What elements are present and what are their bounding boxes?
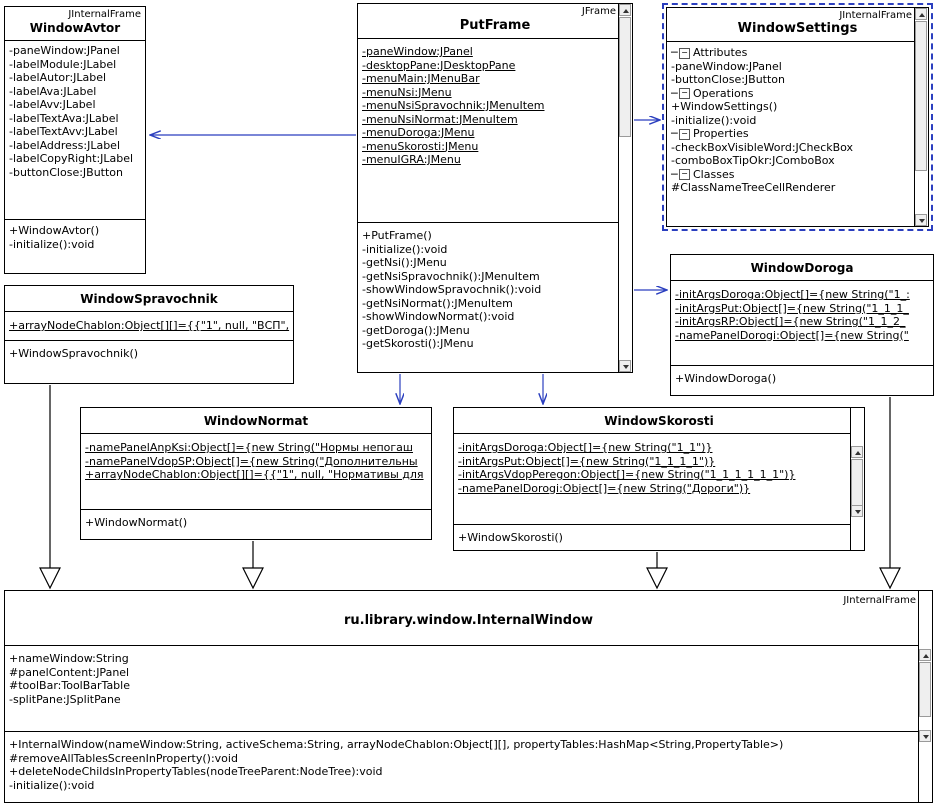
operation-item: #removeAllTablesScreenInProperty():void [9,751,238,765]
attribute-item: -desktopPane:JDesktopPane [362,58,516,72]
operations-compartment [81,513,431,534]
operation-item: -showWindowNormat():void [362,310,515,323]
attributes-compartment [671,281,933,346]
attribute-item: -initArgsRP:Object[]={new String("1_1_2_ [675,315,906,328]
attribute-item: -initArgsPut:Object[]={new String("1_1_1_1")} [458,454,716,468]
class-name: ru.library.window.InternalWindow [343,613,594,628]
divider [81,509,431,510]
attribute-item: -menuIGRA:JMenu [362,153,461,166]
operation-item: +WindowAvtor() [9,224,100,237]
operation-item: +WindowSettings() [671,100,778,113]
class-stereotype: JInternalFrame [68,9,141,20]
operation-item: -initialize():void [362,242,448,256]
group-label: Operations [693,86,754,100]
class-name: PutFrame [459,18,531,33]
vertical-scrollbar[interactable] [914,8,928,226]
class-name: WindowAvtor [29,21,121,35]
divider [454,524,864,525]
operation-item: +deleteNodeChildsInPropertyTables(nodeTreeParent:NodeTree):void [9,765,383,778]
attribute-item: -menuNsiNormat:JMenuItem [362,112,518,126]
class-stereotype: JInternalFrame [843,595,916,606]
class-window-spravochnik[interactable] [4,285,294,384]
attribute-item: +arrayNodeChablon:Object[][]={{"1", null, "Нормативы для [85,468,424,481]
attribute-item: -menuSkorosti:JMenu [362,139,479,153]
operation-item: -initialize():void [671,113,757,127]
class-name: WindowDoroga [750,261,854,275]
operation-item: -getDoroga():JMenu [362,323,470,337]
operation-item: -showWindowSpravochnik():void [362,283,542,296]
attribute-item: -labelAvv:JLabel [9,98,96,111]
group-header[interactable]: ─ − Properties [671,127,749,140]
collapse-icon[interactable]: − [679,48,690,59]
collapse-icon[interactable]: − [679,129,690,140]
attribute-item: -labelAva:JLabel [9,84,97,98]
scroll-down-icon[interactable] [851,505,863,517]
attributes-compartment [358,39,632,171]
operation-item: +WindowSkorosti() [458,531,563,544]
divider [358,222,632,223]
divider [671,365,933,366]
class-stereotype: JInternalFrame [839,10,912,21]
divider [5,219,145,220]
scroll-down-icon[interactable] [619,360,631,372]
operation-item: +PutFrame() [362,229,432,242]
group-header[interactable]: ─ − Operations [671,86,754,100]
attribute-item: -initArgsPut:Object[]={new String("1_1_1_ [675,301,909,315]
divider [5,340,293,341]
attribute-item: -initArgsDoroga:Object[]={new String("1_: [675,288,910,301]
class-window-normat[interactable] [80,407,432,540]
attribute-item: -splitPane:JSplitPane [9,692,121,706]
class-name: WindowSkorosti [604,414,714,428]
group-label: Properties [693,127,749,140]
attribute-item: -initArgsVdopPeregon:Object[]={new String("1_1_1_1_1_1")} [458,468,796,481]
scroll-up-icon[interactable] [851,446,863,458]
property-item: -checkBoxVisibleWord:JCheckBox [671,140,854,154]
class-stereotype: JFrame [581,6,616,17]
attributes-compartment [5,312,293,337]
operation-item: -initialize():void [9,237,95,251]
attribute-item: -labelAutor:JLabel [9,71,107,84]
scroll-down-icon[interactable] [919,730,931,742]
scroll-up-icon[interactable] [619,4,631,16]
attributes-compartment [81,434,431,486]
class-name: WindowNormat [203,414,309,428]
operations-compartment [358,226,632,355]
operations-compartment [5,344,293,365]
attribute-item: -namePanelDorogi:Object[]={new String("Дороги")} [458,481,751,495]
attribute-item: -labelModule:JLabel [9,57,117,71]
operation-item: +WindowNormat() [85,516,188,529]
attribute-item: -labelTextAvv:JLabel [9,125,118,138]
operation-item: -getNsi():JMenu [362,256,447,269]
operations-compartment [454,528,864,549]
class-window-skorosti[interactable] [453,407,865,551]
attribute-item: -labelCopyRight:JLabel [9,152,134,165]
collapse-icon[interactable]: − [679,169,690,180]
scrollbar-thumb[interactable] [915,21,927,171]
operations-compartment [671,369,933,390]
attribute-item: -paneWindow:JPanel [671,59,782,73]
scrollbar-thumb[interactable] [919,662,931,717]
group-header[interactable]: ─ − Classes [671,167,735,181]
class-name: WindowSpravochnik [80,292,218,306]
scroll-up-icon[interactable] [919,649,931,661]
scroll-up-icon[interactable] [915,8,927,20]
class-window-settings[interactable] [662,3,933,231]
attribute-item: -menuMain:JMenuBar [362,72,480,85]
class-name: WindowSettings [737,21,858,36]
class-window-settings-body [666,7,929,227]
group-label: Attributes [693,46,748,59]
operation-item: -getNsiNormat():JMenuItem [362,296,513,310]
operation-item: +WindowSpravochnik() [9,347,139,360]
operations-compartment [5,221,145,255]
scroll-down-icon[interactable] [915,214,927,226]
operation-item: +WindowDoroga() [675,372,777,385]
vertical-scrollbar[interactable] [918,591,932,802]
group-label: Classes [693,167,735,181]
property-item: -comboBoxTipOkr:JComboBox [671,154,835,167]
sections-compartment [667,42,928,199]
divider [5,645,932,646]
class-window-doroga[interactable] [670,254,934,396]
attribute-item: +arrayNodeChablon:Object[][]={{"1", null, "ВСП", [9,319,290,332]
operation-item: -getNsiSpravochnik():JMenuItem [362,269,540,283]
attributes-compartment [454,434,864,499]
attribute-item: #toolBar:ToolBarTable [9,679,130,692]
attributes-compartment [5,41,145,183]
attribute-item: -labelTextAva:JLabel [9,111,119,125]
attribute-item: -namePanelDorogi:Object[]={new String(" [675,328,909,342]
scrollbar-thumb[interactable] [851,459,863,507]
class-internal-window[interactable] [4,590,933,803]
operation-item: -initialize():void [9,778,95,792]
attribute-item: #panelContent:JPanel [9,665,130,679]
attribute-item: -menuNsi:JMenu [362,85,452,99]
operation-item: -getSkorosti():JMenu [362,337,474,350]
attribute-item: -buttonClose:JButton [9,165,124,179]
attribute-item: -namePanelAnpKsi:Object[]={new String("Нормы непогаш [85,441,413,454]
attribute-item: -labelAddress:JLabel [9,138,121,152]
class-item: #ClassNameTreeCellRenderer [671,181,836,194]
scrollbar-thumb[interactable] [619,17,631,137]
attribute-item: -buttonClose:JButton [671,73,786,86]
attribute-item: -paneWindow:JPanel [362,45,473,58]
attribute-item: -namePanelVdopSP:Object[]={new String("Дополнительны [85,454,418,468]
operation-item: +InternalWindow(nameWindow:String, activeSchema:String, arrayNodeChablon:Object[][], propertyTables:HashMap<String,PropertyTable>) [9,738,784,751]
attribute-item: -initArgsDoroga:Object[]={new String("1_1")} [458,441,713,454]
class-put-frame[interactable] [357,3,633,373]
attributes-compartment [5,649,932,710]
collapse-icon[interactable]: − [679,88,690,99]
operations-compartment [5,735,932,796]
vertical-scrollbar[interactable] [850,408,864,550]
vertical-scrollbar[interactable] [618,4,632,372]
attribute-item: +nameWindow:String [9,652,129,665]
class-window-avtor[interactable] [4,6,146,274]
attribute-item: -paneWindow:JPanel [9,44,120,57]
divider [5,731,932,732]
attribute-item: -menuDoroga:JMenu [362,126,475,139]
group-header[interactable]: ─ − Attributes [671,46,748,59]
attribute-item: -menuNsiSpravochnik:JMenuItem [362,99,545,112]
